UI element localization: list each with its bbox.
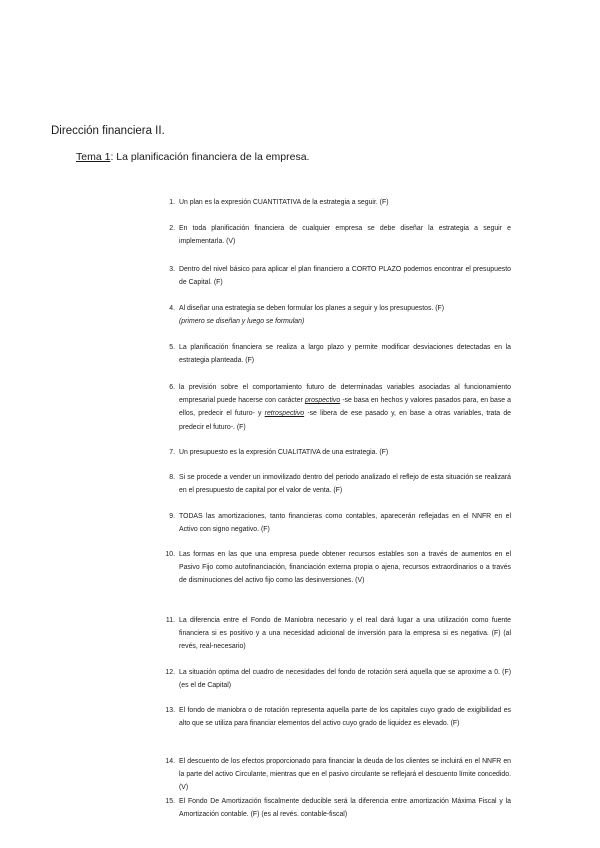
list-item [161, 446, 511, 459]
list-item [161, 755, 511, 795]
item-number: 5. [169, 344, 175, 351]
item-text: El fondo de maniobra o de rotación representa aquella parte de los capitales cuyo grado de exigibilidad es alto que se utiliza para financiar elementos del activo cuyo grado de liquidez es elevado. (F) [179, 707, 511, 728]
item-text: Dentro del nivel básico para aplicar el plan financiero a CORTO PLAZO podemos encontrar el presupuesto de Capital. (F) [179, 266, 511, 287]
item-text-part: -se libera de ese pasado y, en base a otras variables, trata de predecir el futuro-. (F) [179, 410, 511, 431]
item-text: Si se procede a vender un inmovilizado dentro del periodo analizado el reflejo de esta situación se realizará en el presupuesto de capital por el valor de venta. (F) [179, 474, 511, 495]
list-item [161, 548, 511, 588]
item-text [179, 381, 511, 434]
tema-label: Tema 1 [76, 151, 111, 163]
list-item [161, 222, 511, 248]
tema-text: : La planificación financiera de la empresa. [110, 151, 310, 163]
list-item [161, 341, 511, 367]
item-note: (primero se diseñan y luego se formulan) [179, 318, 305, 326]
item-text-part: -se basa en hechos y valores pasados para, en base a ellos, predecir el futuro- y [179, 397, 512, 418]
item-text: Un plan es la expresión CUANTITATIVA de la estrategia a seguir. (F) [179, 199, 389, 206]
item-text: En toda planificación financiera de cualquier empresa se debe diseñar la estrategia a seguir e implementarla. (V) [179, 225, 511, 246]
list-item [161, 666, 511, 692]
item-text: El Fondo De Amortización fiscalmente deducible será la diferencia entre amortización Máxima Fiscal y la Amortización contable. (F) (es al revés. contable-fiscal) [179, 798, 511, 819]
item-text-part: la previsión sobre el comportamiento futuro de determinadas variables asociadas al funcionamiento empresarial puede hacerse con carácter [179, 384, 511, 405]
list-item [161, 510, 511, 536]
list-item [161, 302, 511, 328]
list-item [161, 471, 511, 497]
list-item [161, 704, 511, 730]
item-text: El descuento de los efectos proporcionado para financiar la deuda de los clientes se incluirá en el NNFR en la parte del activo Circulante, mientras que en el pasivo circulante se reflejará el descuento límite concedido. (V) [179, 758, 511, 792]
page-title: Dirección financiera II. [51, 125, 165, 137]
item-number: 6. [169, 384, 175, 391]
item-number: 4. [169, 305, 175, 312]
item-number: 14. [165, 758, 175, 765]
item-text: La planificación financiera se realiza a largo plazo y permite modificar desviaciones detectadas en la estrategia planteada. (F) [179, 344, 511, 365]
item-number: 8. [169, 474, 175, 481]
term-retrospectivo: retrospectivo [264, 410, 305, 418]
item-text: La situación optima del cuadro de necesidades del fondo de rotación será aquella que se aproxime a 0. (F) (es el de Capital) [179, 669, 511, 690]
item-text: Al diseñar una estrategia se deben formular los planes a seguir y los presupuestos. (F) [179, 305, 445, 312]
item-number: 15. [165, 798, 175, 805]
list-item [161, 795, 511, 821]
item-number: 11. [165, 617, 175, 624]
item-text: Un presupuesto es la expresión CUALITATIVA de una estrategia. (F) [179, 449, 389, 456]
item-text: Las formas en las que una empresa puede obtener recursos estables son a través de aumentos en el Pasivo Fijo como autofinanciación, financiación externa propia o ajena, recursos extraordinarios o a través de disminuciones del activo fijo como las desinversiones. (V) [179, 551, 511, 585]
list-item [161, 614, 511, 654]
item-number: 1. [169, 199, 175, 206]
list-item [161, 381, 511, 434]
item-number: 3. [169, 266, 175, 273]
list-item [161, 196, 511, 209]
item-number: 10. [165, 551, 175, 558]
term-prospectivo: prospectivo [304, 397, 341, 405]
item-number: 13. [165, 707, 175, 714]
item-number: 9. [169, 513, 175, 520]
item-text: La diferencia entre el Fondo de Maniobra necesario y el real dará lugar a una utilización como fuente financiera si es positivo y a una necesidad adicional de inversión para la empresa si es negativa. (F) (al revés, real-necesario) [179, 617, 511, 651]
item-text: TODAS las amortizaciones, tanto financieras como contables, aparecerán reflejadas en el NNFR en el Activo con signo negativo. (F) [179, 513, 511, 534]
item-number: 12. [165, 669, 175, 676]
list-item [161, 263, 511, 289]
item-number: 2. [169, 225, 175, 232]
item-number: 7. [169, 449, 175, 456]
